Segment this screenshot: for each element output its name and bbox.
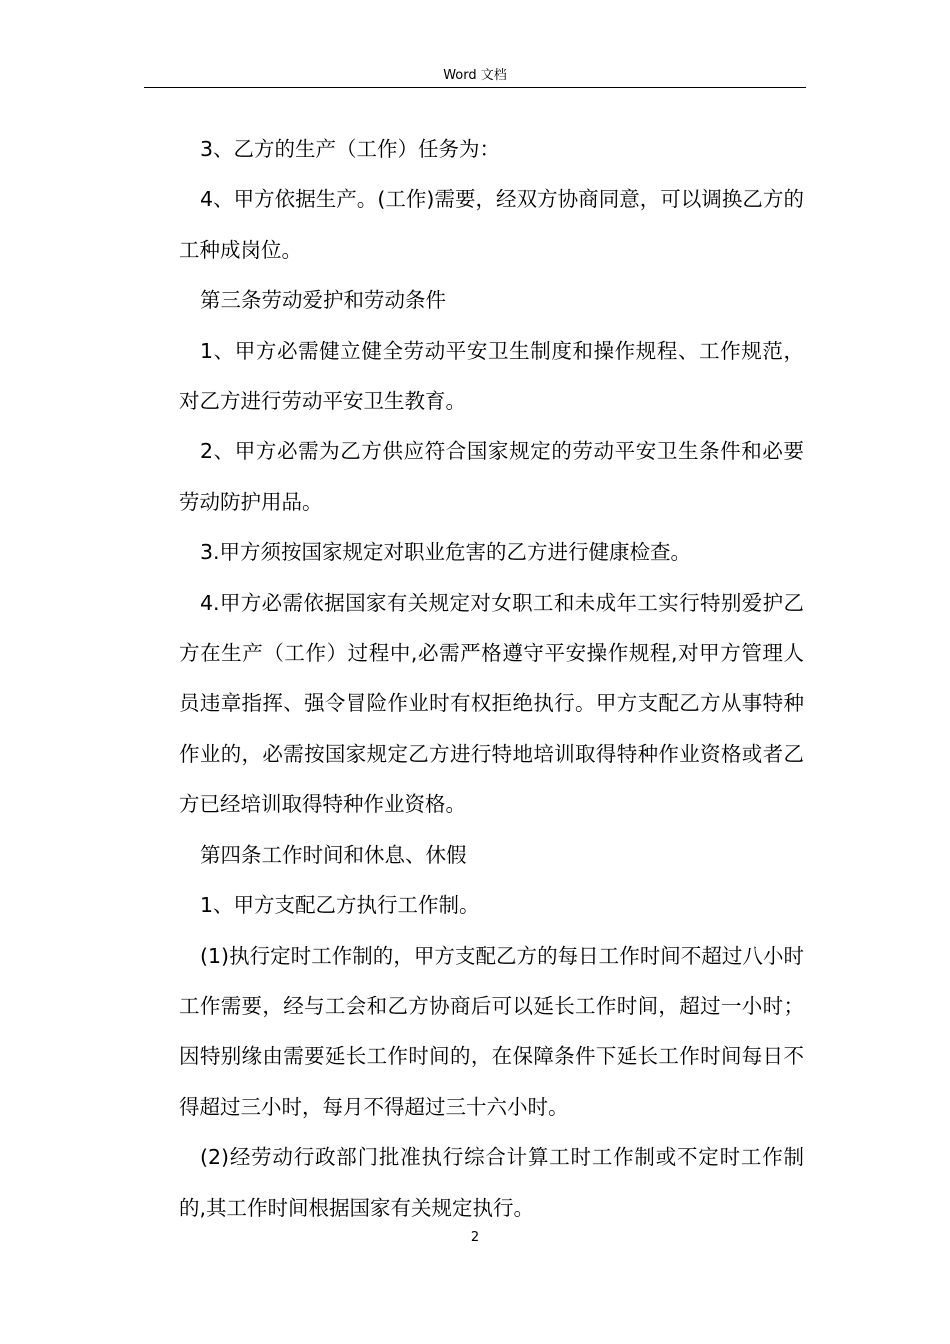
paragraph: 4、甲方依据生产。(工作)需要，经双方协商同意，可以调换乙方的工种成岗位。 <box>179 187 804 262</box>
paragraph: 1、甲方必需健立健全劳动平安卫生制度和操作规程、工作规范，对乙方进行劳动平安卫生教育。 <box>179 338 804 414</box>
header-divider <box>144 87 806 88</box>
section-heading: 第三条劳动爱护和劳动条件 <box>200 288 446 313</box>
paragraph: (1)执行定时工作制的，甲方支配乙方的每日工作时间不超过八小时工作需要，经与工会和乙方协商后可以延长工作时间，超过一小时；因特别缘由需要延长工作时间的，在保障条件下延长工作时间每日不得超过三小时，每月不得超过三十六小时。 <box>179 943 804 1119</box>
document-body <box>179 124 804 1233</box>
page-header-title: Word 文档 <box>443 68 507 83</box>
paragraph: 1、甲方支配乙方执行工作制。 <box>200 893 480 918</box>
paragraph: 4.甲方必需依据国家有关规定对女职工和未成年工实行特别爱护乙方在生产（工作）过程中,必需严格遵守平安操作规程,对甲方管理人员违章指挥、强令冒险作业时有权拒绝执行。甲方支配乙方从事特种作业的，必需按国家规定乙方进行特地培训取得特种作业资格或者乙方已经培训取得特种作业资格。 <box>179 590 804 817</box>
paragraph: (2)经劳动行政部门批准执行综合计算工时工作制或不定时工作制的,其工作时间根据国家有关规定执行。 <box>179 1145 804 1220</box>
paragraph: 3.甲方须按国家规定对职业危害的乙方进行健康检查。 <box>200 540 692 565</box>
section-heading: 第四条工作时间和休息、休假 <box>200 842 467 867</box>
paragraph: 2、甲方必需为乙方供应符合国家规定的劳动平安卫生条件和必要劳动防护用品。 <box>179 439 804 514</box>
paragraph: 3、乙方的生产（工作）任务为： <box>200 137 501 161</box>
page-number: 2 <box>470 1230 480 1245</box>
